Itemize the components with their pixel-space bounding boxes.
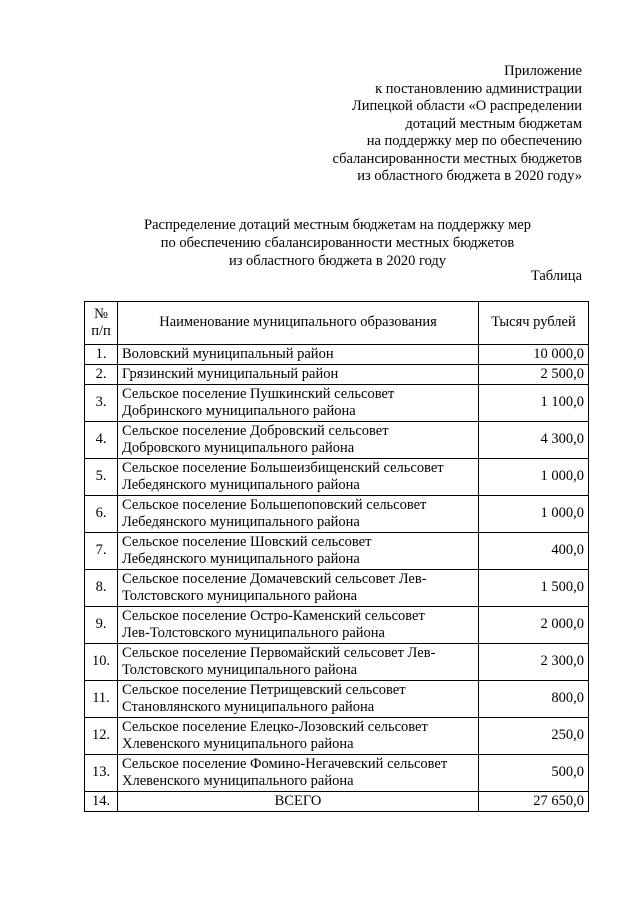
row-name [118, 681, 479, 718]
distribution-table [84, 301, 589, 812]
row-number: 4. [85, 422, 118, 459]
appendix-line: на поддержку мер по обеспечению [366, 133, 582, 149]
table-row [85, 459, 589, 496]
table-row [85, 422, 589, 459]
row-number: 12. [85, 718, 118, 755]
row-name-line: Лебедянского муниципального района [122, 551, 360, 567]
row-name-line: Хлевенского муниципального района [122, 773, 354, 789]
row-name [118, 607, 479, 644]
row-name-line: Сельское поселение Остро-Каменский сельсовет [122, 607, 425, 624]
row-name [118, 422, 479, 459]
table-row [85, 718, 589, 755]
row-name-line: Сельское поселение Добровский сельсовет [122, 422, 389, 439]
total-label: ВСЕГО [118, 792, 479, 812]
row-amount: 2 300,0 [479, 644, 589, 681]
appendix-line: к постановлению администрации [375, 80, 582, 97]
row-name [118, 459, 479, 496]
row-number: 7. [85, 533, 118, 570]
row-number: 2. [85, 365, 118, 385]
table-row [85, 533, 589, 570]
row-number: 8. [85, 570, 118, 607]
table-row [85, 681, 589, 718]
row-amount: 1 000,0 [479, 459, 589, 496]
total-amount: 27 650,0 [479, 792, 589, 812]
row-number: 11. [85, 681, 118, 718]
title-line: Распределение дотаций местным бюджетам на поддержку мер [144, 217, 531, 233]
row-name-line: Лев-Толстовского муниципального района [122, 625, 385, 641]
row-name-line: Сельское поселение Петрищевский сельсовет [122, 681, 406, 698]
row-name [118, 365, 479, 385]
row-amount: 1 000,0 [479, 496, 589, 533]
row-name-line: Сельское поселение Большепоповский сельсовет [122, 496, 427, 513]
row-name-line: Добринского муниципального района [122, 403, 356, 419]
title-line: из областного бюджета в 2020 году [228, 253, 447, 269]
row-name-line: Сельское поселение Большеизбищенский сельсовет [122, 459, 444, 476]
header-name: Наименование муниципального образования [118, 302, 479, 345]
row-amount: 10 000,0 [479, 345, 589, 365]
row-number: 3. [85, 385, 118, 422]
row-name [118, 533, 479, 570]
row-amount: 1 100,0 [479, 385, 589, 422]
row-name [118, 496, 479, 533]
row-name [118, 385, 479, 422]
row-number: 10. [85, 644, 118, 681]
row-name [118, 570, 479, 607]
row-amount: 2 000,0 [479, 607, 589, 644]
appendix-line: Липецкой области «О распределении [351, 98, 582, 114]
row-name [118, 644, 479, 681]
row-amount: 400,0 [479, 533, 589, 570]
table-row [85, 644, 589, 681]
row-number: 1. [85, 345, 118, 365]
table-row [85, 365, 589, 385]
row-amount: 1 500,0 [479, 570, 589, 607]
appendix-block [252, 63, 582, 186]
row-amount: 2 500,0 [479, 365, 589, 385]
row-amount: 4 300,0 [479, 422, 589, 459]
row-amount: 500,0 [479, 755, 589, 792]
row-name-line: Сельское поселение Домачевский сельсовет Лев- [122, 570, 427, 587]
row-name [118, 345, 479, 365]
title-line: по обеспечению сбалансированности местных бюджетов [160, 235, 515, 251]
row-number: 6. [85, 496, 118, 533]
table-row [85, 345, 589, 365]
total-row [85, 792, 589, 812]
row-name-line: Сельское поселение Первомайский сельсовет Лев- [122, 644, 436, 661]
row-name-line: Сельское поселение Фомино-Негачевский сельсовет [122, 755, 448, 772]
row-name-line: Сельское поселение Пушкинский сельсовет [122, 385, 395, 402]
table-body [85, 345, 589, 812]
row-name-line: Становлянского муниципального района [122, 699, 375, 715]
row-name-line: Хлевенского муниципального района [122, 736, 354, 752]
row-name-line: Сельское поселение Елецко-Лозовский сельсовет [122, 718, 428, 735]
table-row [85, 755, 589, 792]
table-row [85, 385, 589, 422]
row-name-line: Сельское поселение Шовский сельсовет [122, 533, 372, 550]
header-num: № п/п [85, 302, 118, 345]
row-name-line: Лебедянского муниципального района [122, 514, 360, 530]
row-name-line: Воловский муниципальный район [122, 345, 334, 362]
row-name-line: Толстовского муниципального района [122, 588, 358, 604]
row-number: 13. [85, 755, 118, 792]
table-row [85, 607, 589, 644]
header-amount: Тысяч рублей [479, 302, 589, 345]
row-amount: 250,0 [479, 718, 589, 755]
total-number: 14. [85, 792, 118, 812]
table-row [85, 496, 589, 533]
appendix-line: дотаций местным бюджетам [405, 115, 582, 132]
row-amount: 800,0 [479, 681, 589, 718]
row-name [118, 718, 479, 755]
appendix-line: из областного бюджета в 2020 году» [357, 168, 582, 184]
appendix-line: Приложение [504, 63, 582, 79]
row-name-line: Лебедянского муниципального района [122, 477, 360, 493]
table-header-row [85, 302, 589, 345]
row-name-line: Толстовского муниципального района [122, 662, 358, 678]
document-title [60, 216, 615, 270]
row-name-line: Грязинский муниципальный район [122, 365, 339, 382]
row-number: 9. [85, 607, 118, 644]
row-number: 5. [85, 459, 118, 496]
row-name-line: Добровского муниципального района [122, 440, 355, 456]
appendix-line: сбалансированности местных бюджетов [332, 150, 582, 167]
table-caption: Таблица [530, 268, 582, 284]
row-name [118, 755, 479, 792]
table-row [85, 570, 589, 607]
